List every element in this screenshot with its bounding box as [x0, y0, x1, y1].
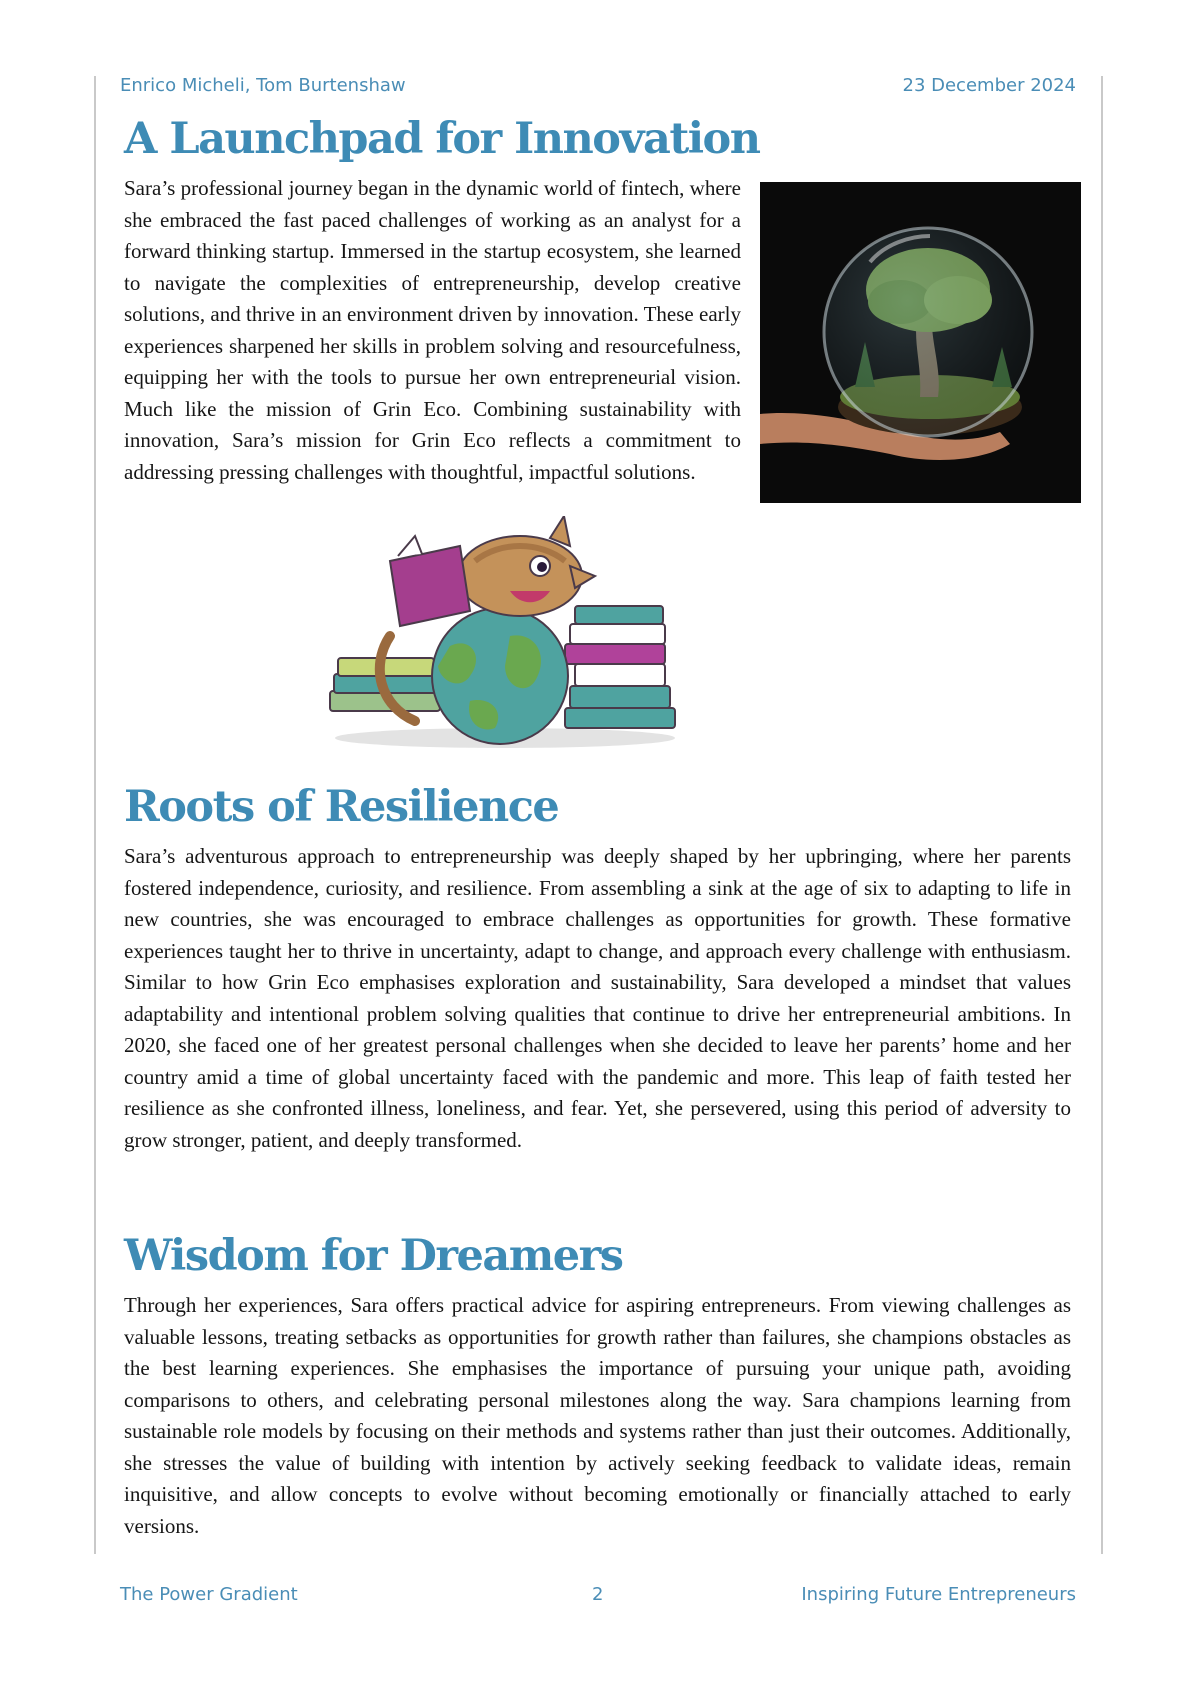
- section-heading-launchpad: A Launchpad for Innovation: [124, 114, 760, 164]
- footer-tagline: Inspiring Future Entrepreneurs: [801, 1584, 1076, 1605]
- footer-publication: The Power Gradient: [120, 1584, 298, 1605]
- header-date: 23 December 2024: [902, 75, 1076, 96]
- tree-in-glass-globe-image: [760, 182, 1081, 503]
- section-body-wisdom: Through her experiences, Sara offers practical advice for aspiring entrepreneurs. From viewing challenges as valuable lessons, treating setbacks as opportunities for growth rather than failures, she champions obstacles as the best learning experiences. She emphasises the importance of pursuing your unique path, avoiding comparisons to others, and celebrating personal milestones along the way. Sara champions learning from sustainable role models by focusing on their methods and systems rather than just their outcomes. Additionally, she stresses the value of building with intention by actively seeking feedback to validate ideas, remain inquisitive, and allow concepts to evolve without becoming emotionally or financially attached to early versions.: [124, 1293, 1071, 1538]
- section-body-launchpad: Sara’s professional journey began in the dynamic world of fintech, where she embraced the fast paced challenges of working as an analyst for a forward thinking startup. Immersed in the startup ecosystem, she learned to navigate the complexities of entrepreneurship, develop creative solutions, and thrive in an environment driven by innovation. These early experiences sharpened her skills in problem solving and resourcefulness, equipping her with the tools to pursue her own entrepreneurial vision. Much like the mission of Grin Eco. Combining sustainability with innovation, Sara’s mission for Grin Eco reflects a commitment to addressing pressing challenges with thoughtful, impactful solutions.: [124, 176, 741, 484]
- footer-page-number: 2: [592, 1584, 604, 1605]
- header-authors: Enrico Micheli, Tom Burtenshaw: [120, 75, 406, 96]
- right-margin-rule: [1101, 76, 1103, 1554]
- section-heading-wisdom: Wisdom for Dreamers: [124, 1231, 623, 1281]
- left-margin-rule: [94, 76, 96, 1554]
- section-heading-roots: Roots of Resilience: [124, 782, 559, 832]
- armadillo-reading-mascot-illustration: [320, 516, 690, 754]
- section-body-roots: Sara’s adventurous approach to entrepreneurship was deeply shaped by her upbringing, where her parents fostered independence, curiosity, and resilience. From assembling a sink at the age of six to adapting to life in new countries, she was encouraged to embrace challenges as opportunities for growth. These formative experiences taught her to thrive in uncertainty, adapt to change, and approach every challenge with enthusiasm. Similar to how Grin Eco emphasises exploration and sustainability, Sara developed a mindset that values adaptability and intentional problem solving qualities that continue to drive her entrepreneurial ambitions. In 2020, she faced one of her greatest personal challenges when she decided to leave her parents’ home and her country amid a time of global uncertainty faced with the pandemic and more. This leap of faith tested her resilience as she confronted illness, loneliness, and fear. Yet, she persevered, using this period of adversity to grow stronger, patient, and deeply transformed.: [124, 844, 1071, 1152]
